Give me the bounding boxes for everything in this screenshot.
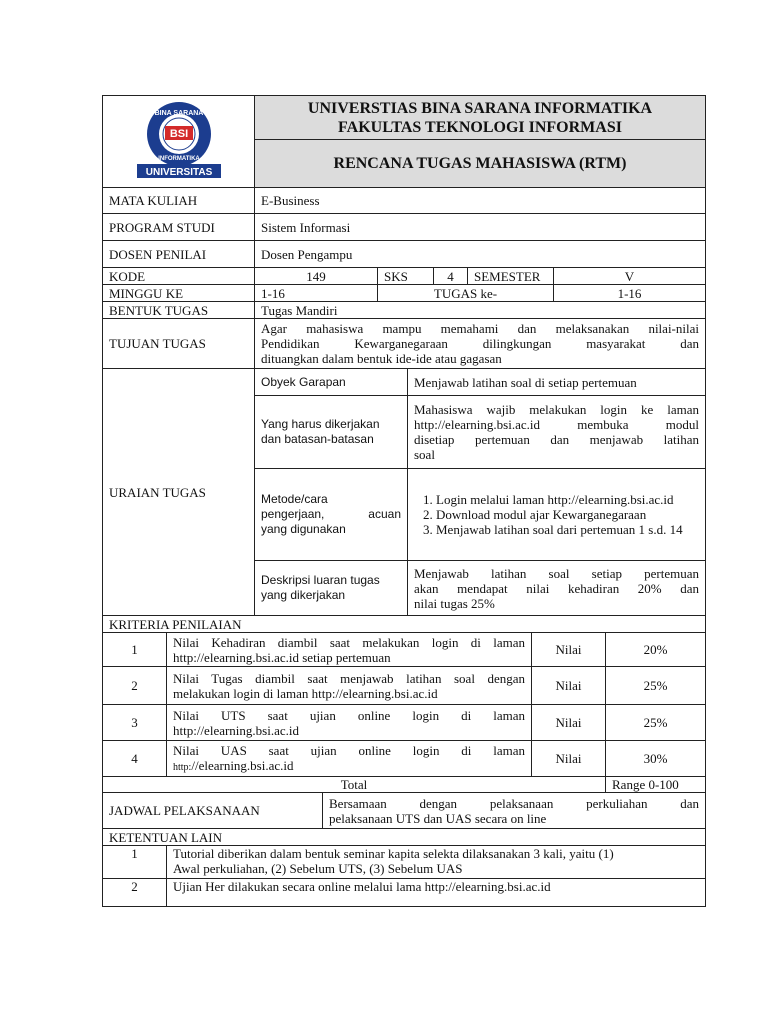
metode-list: [414, 492, 699, 537]
ketentuan-no: 1: [103, 846, 167, 879]
kode-value: 149: [255, 268, 378, 285]
sks-label: SKS: [378, 268, 434, 285]
kriteria-row: [103, 667, 706, 705]
obyek-label: Obyek Garapan: [255, 369, 408, 396]
logo-banner-text: UNIVERSITAS: [145, 167, 212, 178]
minggu-value: 1-16: [255, 285, 378, 302]
kriteria-table: [102, 615, 706, 793]
total-label: Total: [103, 777, 606, 793]
kriteria-nilai-label: Nilai: [532, 633, 606, 667]
kriteria-nilai-value: 30%: [606, 741, 706, 777]
tujuan-line: Pendidikan Kewarganegaraan dilingkungan masyarakat dan: [261, 336, 699, 351]
uraian-label: URAIAN TUGAS: [103, 369, 255, 616]
kriteria-line: [173, 758, 525, 775]
kriteria-desc: [167, 667, 532, 705]
tujuan-line: Agar mahasiswa mampu memahami dan melaksanakan nilai-nilai: [261, 321, 699, 336]
kriteria-nilai-value: 20%: [606, 633, 706, 667]
kode-label: KODE: [103, 268, 255, 285]
kriteria-no: 2: [103, 667, 167, 705]
logo-cell: [103, 96, 255, 188]
tujuan-label: TUJUAN TUGAS: [103, 319, 255, 369]
rtm-document: [102, 95, 706, 907]
kriteria-line-prefix: http:: [173, 761, 192, 773]
uraian-table: [102, 368, 706, 616]
kriteria-label: KRITERIA PENILAIAN: [103, 616, 706, 633]
ketentuan-text: [167, 846, 706, 879]
yang-harus-label-line: dan batasan-batasan: [261, 432, 374, 446]
program-studi-label: PROGRAM STUDI: [103, 214, 255, 241]
deskripsi-label: [255, 561, 408, 616]
logo-top-text: BINA SARANA: [154, 110, 203, 117]
metode-item: 3. Menjawab latihan soal dari pertemuan 1 s.d. 14: [436, 522, 699, 537]
sks-value: 4: [434, 268, 468, 285]
kriteria-nilai-value: 25%: [606, 705, 706, 741]
ketentuan-line: Awal perkuliahan, (2) Sebelum UTS, (3) Sebelum UAS: [173, 861, 463, 876]
logo-mark: BSI: [169, 128, 188, 140]
yang-harus-label: [255, 396, 408, 469]
tujuan-line: dituangkan dalam bentuk ide-ide atau gagasan: [261, 351, 502, 366]
kriteria-desc: [167, 705, 532, 741]
kriteria-line: Nilai UAS saat ujian online login di laman: [173, 742, 525, 758]
tugas-ke-label: TUGAS ke-: [378, 285, 554, 302]
kriteria-line: http://elearning.bsi.ac.id setiap pertemuan: [173, 649, 391, 665]
metode-item: 2. Download modul ajar Kewarganegaraan: [436, 507, 699, 522]
tugas-ke-value: 1-16: [554, 285, 706, 302]
metode-label-line: Metode/cara: [261, 492, 328, 506]
deskripsi-label-line: yang dikerjakan: [261, 588, 346, 602]
semester-label: SEMESTER: [468, 268, 554, 285]
ketentuan-row: [103, 846, 706, 879]
yang-harus-line: disetiap pertemuan dan menjawab latihan: [414, 432, 699, 447]
yang-harus-line: Mahasiswa wajib melakukan login ke laman: [414, 402, 699, 417]
metode-label-line: yang digunakan: [261, 522, 346, 536]
kriteria-nilai-label: Nilai: [532, 667, 606, 705]
logo-bottom-text: INFORMATIKA: [157, 156, 200, 162]
yang-harus-line: soal: [414, 447, 435, 462]
kriteria-row: [103, 705, 706, 741]
kriteria-nilai-label: Nilai: [532, 741, 606, 777]
dosen-label: DOSEN PENILAI: [103, 241, 255, 268]
jadwal-value: [323, 793, 706, 829]
deskripsi-value: [408, 561, 706, 616]
deskripsi-line: nilai tugas 25%: [414, 595, 495, 611]
jadwal-line: pelaksanaan UTS dan UAS secara on line: [329, 810, 547, 826]
metode-label: [255, 469, 408, 561]
kriteria-no: 1: [103, 633, 167, 667]
faculty-name: FAKULTAS TEKNOLOGI INFORMASI: [338, 118, 622, 136]
kriteria-no: 4: [103, 741, 167, 777]
semester-value: V: [554, 268, 706, 285]
ketentuan-table: [102, 828, 706, 907]
bentuk-value: Tugas Mandiri: [255, 302, 706, 319]
ketentuan-text: Ujian Her dilakukan secara online melalui lama http://elearning.bsi.ac.id: [167, 879, 706, 907]
kriteria-nilai-label: Nilai: [532, 705, 606, 741]
jadwal-table: [102, 792, 706, 829]
kriteria-line: http://elearning.bsi.ac.id: [173, 722, 299, 738]
minggu-label: MINGGU KE: [103, 285, 255, 302]
metode-value: [408, 469, 706, 561]
kriteria-nilai-value: 25%: [606, 667, 706, 705]
kriteria-row: [103, 633, 706, 667]
ketentuan-no: 2: [103, 879, 167, 907]
yang-harus-value: [408, 396, 706, 469]
ketentuan-row: [103, 879, 706, 907]
ketentuan-line: Tutorial diberikan dalam bentuk seminar kapita selekta dilaksanakan 3 kali, yaitu (1): [173, 846, 614, 861]
kriteria-line-rest: //elearning.bsi.ac.id: [191, 757, 294, 773]
mata-kuliah-label: MATA KULIAH: [103, 188, 255, 214]
tujuan-value: [255, 319, 706, 369]
bentuk-label: BENTUK TUGAS: [103, 302, 255, 319]
metode-item: 1. Login melalui laman http://elearning.bsi.ac.id: [436, 492, 699, 507]
kriteria-line: Nilai UTS saat ujian online login di laman: [173, 707, 525, 723]
kriteria-no: 3: [103, 705, 167, 741]
deskripsi-line: Menjawab latihan soal setiap pertemuan: [414, 565, 699, 581]
total-range: Range 0-100: [606, 777, 706, 793]
header-title-cell: [255, 96, 706, 140]
kriteria-desc: [167, 633, 532, 667]
yang-harus-label-line: Yang harus dikerjakan: [261, 417, 380, 431]
metode-label-line: pengerjaan, acuan: [261, 507, 401, 521]
kriteria-line: melakukan login di laman http://elearning.bsi.ac.id: [173, 685, 438, 701]
jadwal-line: Bersamaan dengan pelaksanaan perkuliahan dan: [329, 795, 699, 811]
ketentuan-label: KETENTUAN LAIN: [103, 829, 706, 846]
jadwal-label: JADWAL PELAKSANAAN: [103, 793, 323, 829]
university-name: UNIVERSTIAS BINA SARANA INFORMATIKA: [307, 99, 653, 117]
kriteria-row: [103, 741, 706, 777]
deskripsi-line: akan mendapat nilai kehadiran 20% dan: [414, 580, 699, 596]
header-table: [102, 95, 706, 188]
program-studi-value: Sistem Informasi: [255, 214, 706, 241]
mata-kuliah-value: E-Business: [255, 188, 706, 214]
kriteria-line: Nilai Kehadiran diambil saat melakukan login di laman: [173, 634, 525, 650]
deskripsi-label-line: Deskripsi luaran tugas: [261, 573, 380, 587]
kriteria-line: Nilai Tugas diambil saat menjawab latihan soal dengan: [173, 670, 525, 686]
info-table: [102, 187, 706, 369]
document-title: RENCANA TUGAS MAHASISWA (RTM): [255, 140, 706, 188]
obyek-value: Menjawab latihan soal di setiap pertemuan: [408, 369, 706, 396]
kriteria-desc: [167, 741, 532, 777]
dosen-value: Dosen Pengampu: [255, 241, 706, 268]
yang-harus-line: http://elearning.bsi.ac.id membuka modul: [414, 417, 699, 432]
university-logo: [133, 100, 225, 180]
